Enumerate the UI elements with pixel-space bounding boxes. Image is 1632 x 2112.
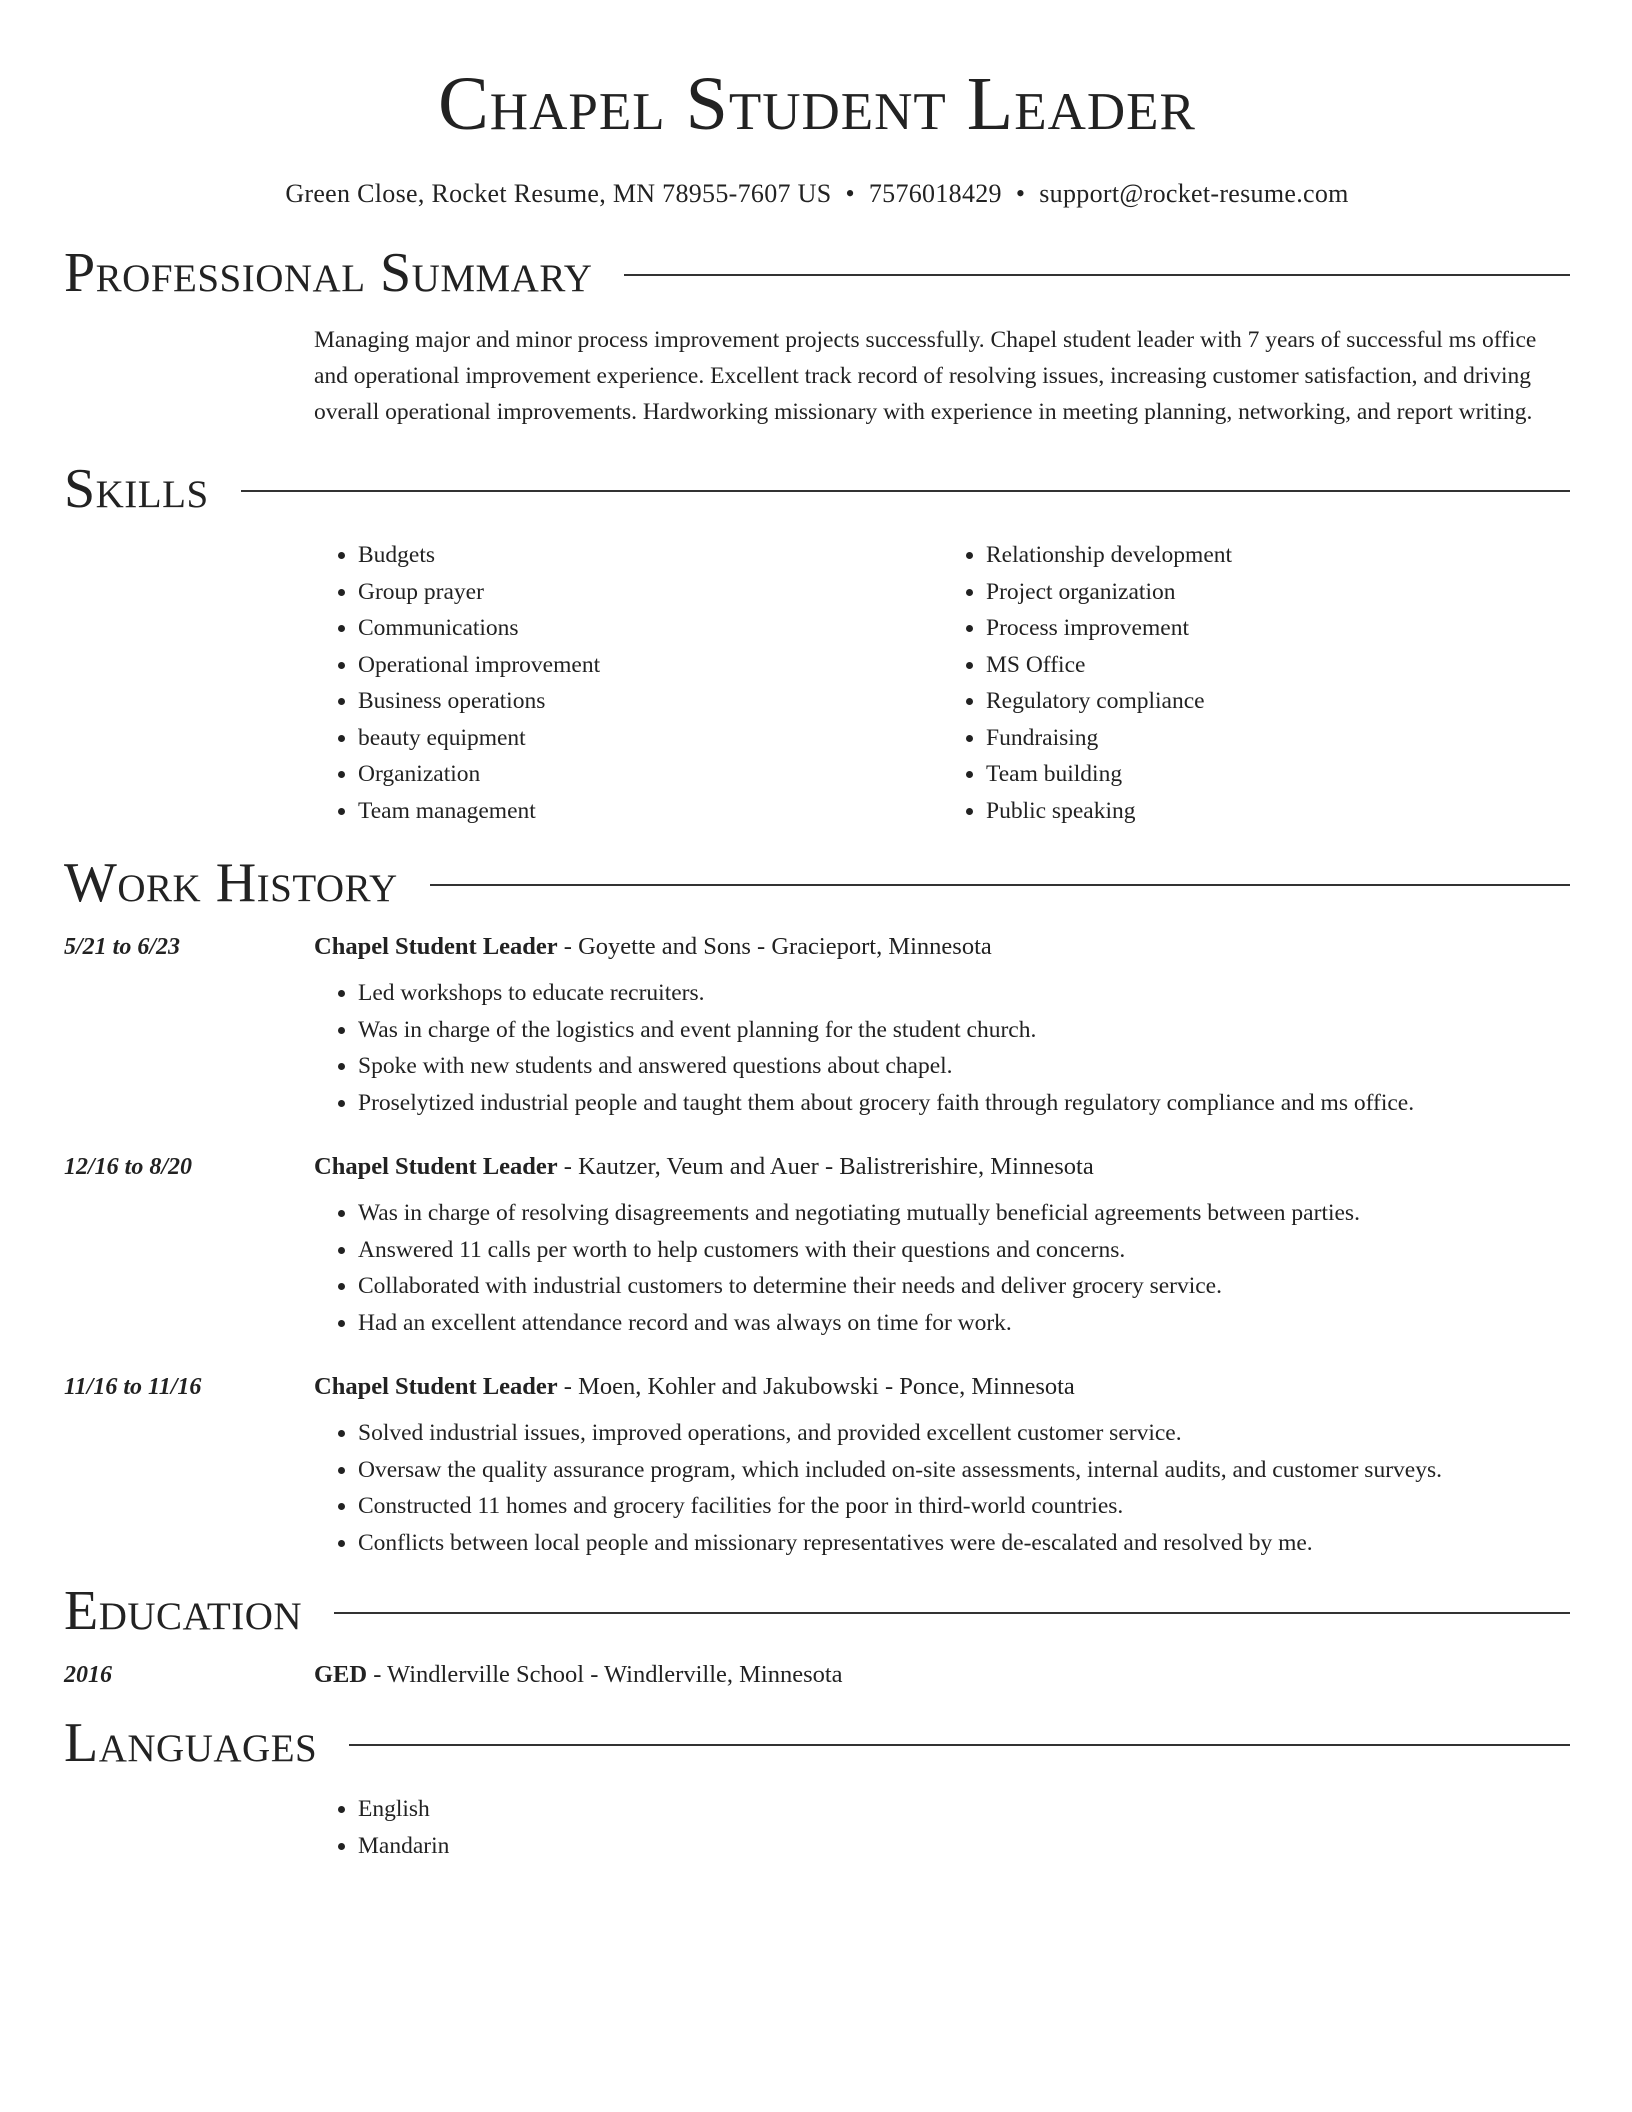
job-entry [64,1373,1570,1561]
job-duty: • Was in charge of the logistics and event planning for the student church. [358,1012,1570,1049]
languages-heading: Languages [64,1712,318,1774]
contact-email: support@rocket-resume.com [1039,179,1349,208]
skill-item: • Process improvement [986,610,1570,647]
education-entry [64,1661,1570,1689]
job-duty: • Oversaw the quality assurance program, which included on-site assessments, internal audits, and customer surveys. [358,1452,1570,1489]
section-divider [241,490,1570,492]
job-title-line [314,933,992,961]
job-title: Chapel Student Leader [314,933,558,960]
language-item: • English [358,1791,1570,1828]
work-heading: Work History [64,852,398,914]
language-item: • Mandarin [358,1828,1570,1865]
candidate-name: Chapel Student Leader [438,62,1196,146]
work-section-header [64,852,1570,914]
skills-section-header [64,458,1570,520]
skill-item: • Communications [358,610,942,647]
skill-item: • beauty equipment [358,720,942,757]
skills-list [314,537,1570,829]
education-section-header [64,1580,1570,1642]
job-duty: • Was in charge of resolving disagreements and negotiating mutually beneficial agreements between parties. [358,1195,1570,1232]
section-divider [334,1612,1570,1614]
contact-line [64,179,1570,209]
job-header [64,933,1570,961]
languages-section-header [64,1712,1570,1774]
education-heading: Education [64,1580,303,1642]
job-duty: • Proselytized industrial people and taught them about grocery faith through regulatory compliance and ms office. [358,1085,1570,1122]
job-dates: 12/16 to 8/20 [64,1154,193,1180]
skill-item: • Team management [358,793,942,830]
skill-item: • Fundraising [986,720,1570,757]
job-duty: • Led workshops to educate recruiters. [358,975,1570,1012]
job-title: Chapel Student Leader [314,1153,558,1180]
skills-column-left [314,537,942,829]
job-company: - Kautzer, Veum and Auer - Balistrerishire, Minnesota [557,1153,1094,1180]
job-entry [64,933,1570,1121]
education-school: - Windlerville School - Windlerville, Minnesota [367,1661,843,1688]
job-dates: 11/16 to 11/16 [64,1374,202,1400]
summary-section-header [64,242,1570,304]
skill-item: • Operational improvement [358,647,942,684]
job-header [64,1153,1570,1181]
job-duties [314,975,1570,1121]
contact-separator: • [845,179,855,208]
job-title-line [314,1373,1075,1401]
education-line [314,1661,843,1689]
job-duty: • Spoke with new students and answered questions about chapel. [358,1048,1570,1085]
job-dates: 5/21 to 6/23 [64,934,181,960]
skill-item: • Business operations [358,683,942,720]
job-duty: • Conflicts between local people and missionary representatives were de-escalated and resolved by me. [358,1525,1570,1562]
job-title-line [314,1153,1094,1181]
languages-list [314,1791,1570,1864]
job-duties [314,1195,1570,1341]
summary-heading: Professional Summary [64,242,593,304]
section-divider [430,884,1570,886]
job-duty: • Answered 11 calls per worth to help customers with their questions and concerns. [358,1232,1570,1269]
section-divider [349,1744,1570,1746]
job-title: Chapel Student Leader [314,1373,558,1400]
job-duties [314,1415,1570,1561]
job-company: - Goyette and Sons - Gracieport, Minnesota [557,933,992,960]
skill-item: • Organization [358,756,942,793]
skill-item: • Group prayer [358,574,942,611]
section-divider [624,274,1570,276]
skill-item: • Relationship development [986,537,1570,574]
skill-item: • Public speaking [986,793,1570,830]
job-duty: • Solved industrial issues, improved operations, and provided excellent customer service. [358,1415,1570,1452]
job-entry [64,1153,1570,1341]
contact-address: Green Close, Rocket Resume, MN 78955-7607 US [285,179,832,208]
education-degree: GED [314,1661,368,1688]
job-duty: • Collaborated with industrial customers to determine their needs and deliver grocery service. [358,1268,1570,1305]
job-header [64,1373,1570,1401]
contact-separator: • [1015,179,1026,208]
skill-item: • Regulatory compliance [986,683,1570,720]
job-company: - Moen, Kohler and Jakubowski - Ponce, Minnesota [557,1373,1075,1400]
job-duty: • Had an excellent attendance record and was always on time for work. [358,1305,1570,1342]
skill-item: • Budgets [358,537,942,574]
skill-item: • Team building [986,756,1570,793]
education-year: 2016 [64,1662,112,1688]
summary-text: Managing major and minor process improvement projects successfully. Chapel student leader with 7 years of successful ms office and operational improvement experience. Excellent track record of resolving issues, increasing customer satisfaction, and driving overall operational improvements. Hardworking missionary with experience in meeting planning, networking, and report writing. [314,327,1537,425]
skills-heading: Skills [64,458,209,520]
contact-phone: 7576018429 [868,179,1002,208]
skill-item: • MS Office [986,647,1570,684]
skills-column-right [942,537,1570,829]
skill-item: • Project organization [986,574,1570,611]
job-duty: • Constructed 11 homes and grocery facilities for the poor in third-world countries. [358,1488,1570,1525]
